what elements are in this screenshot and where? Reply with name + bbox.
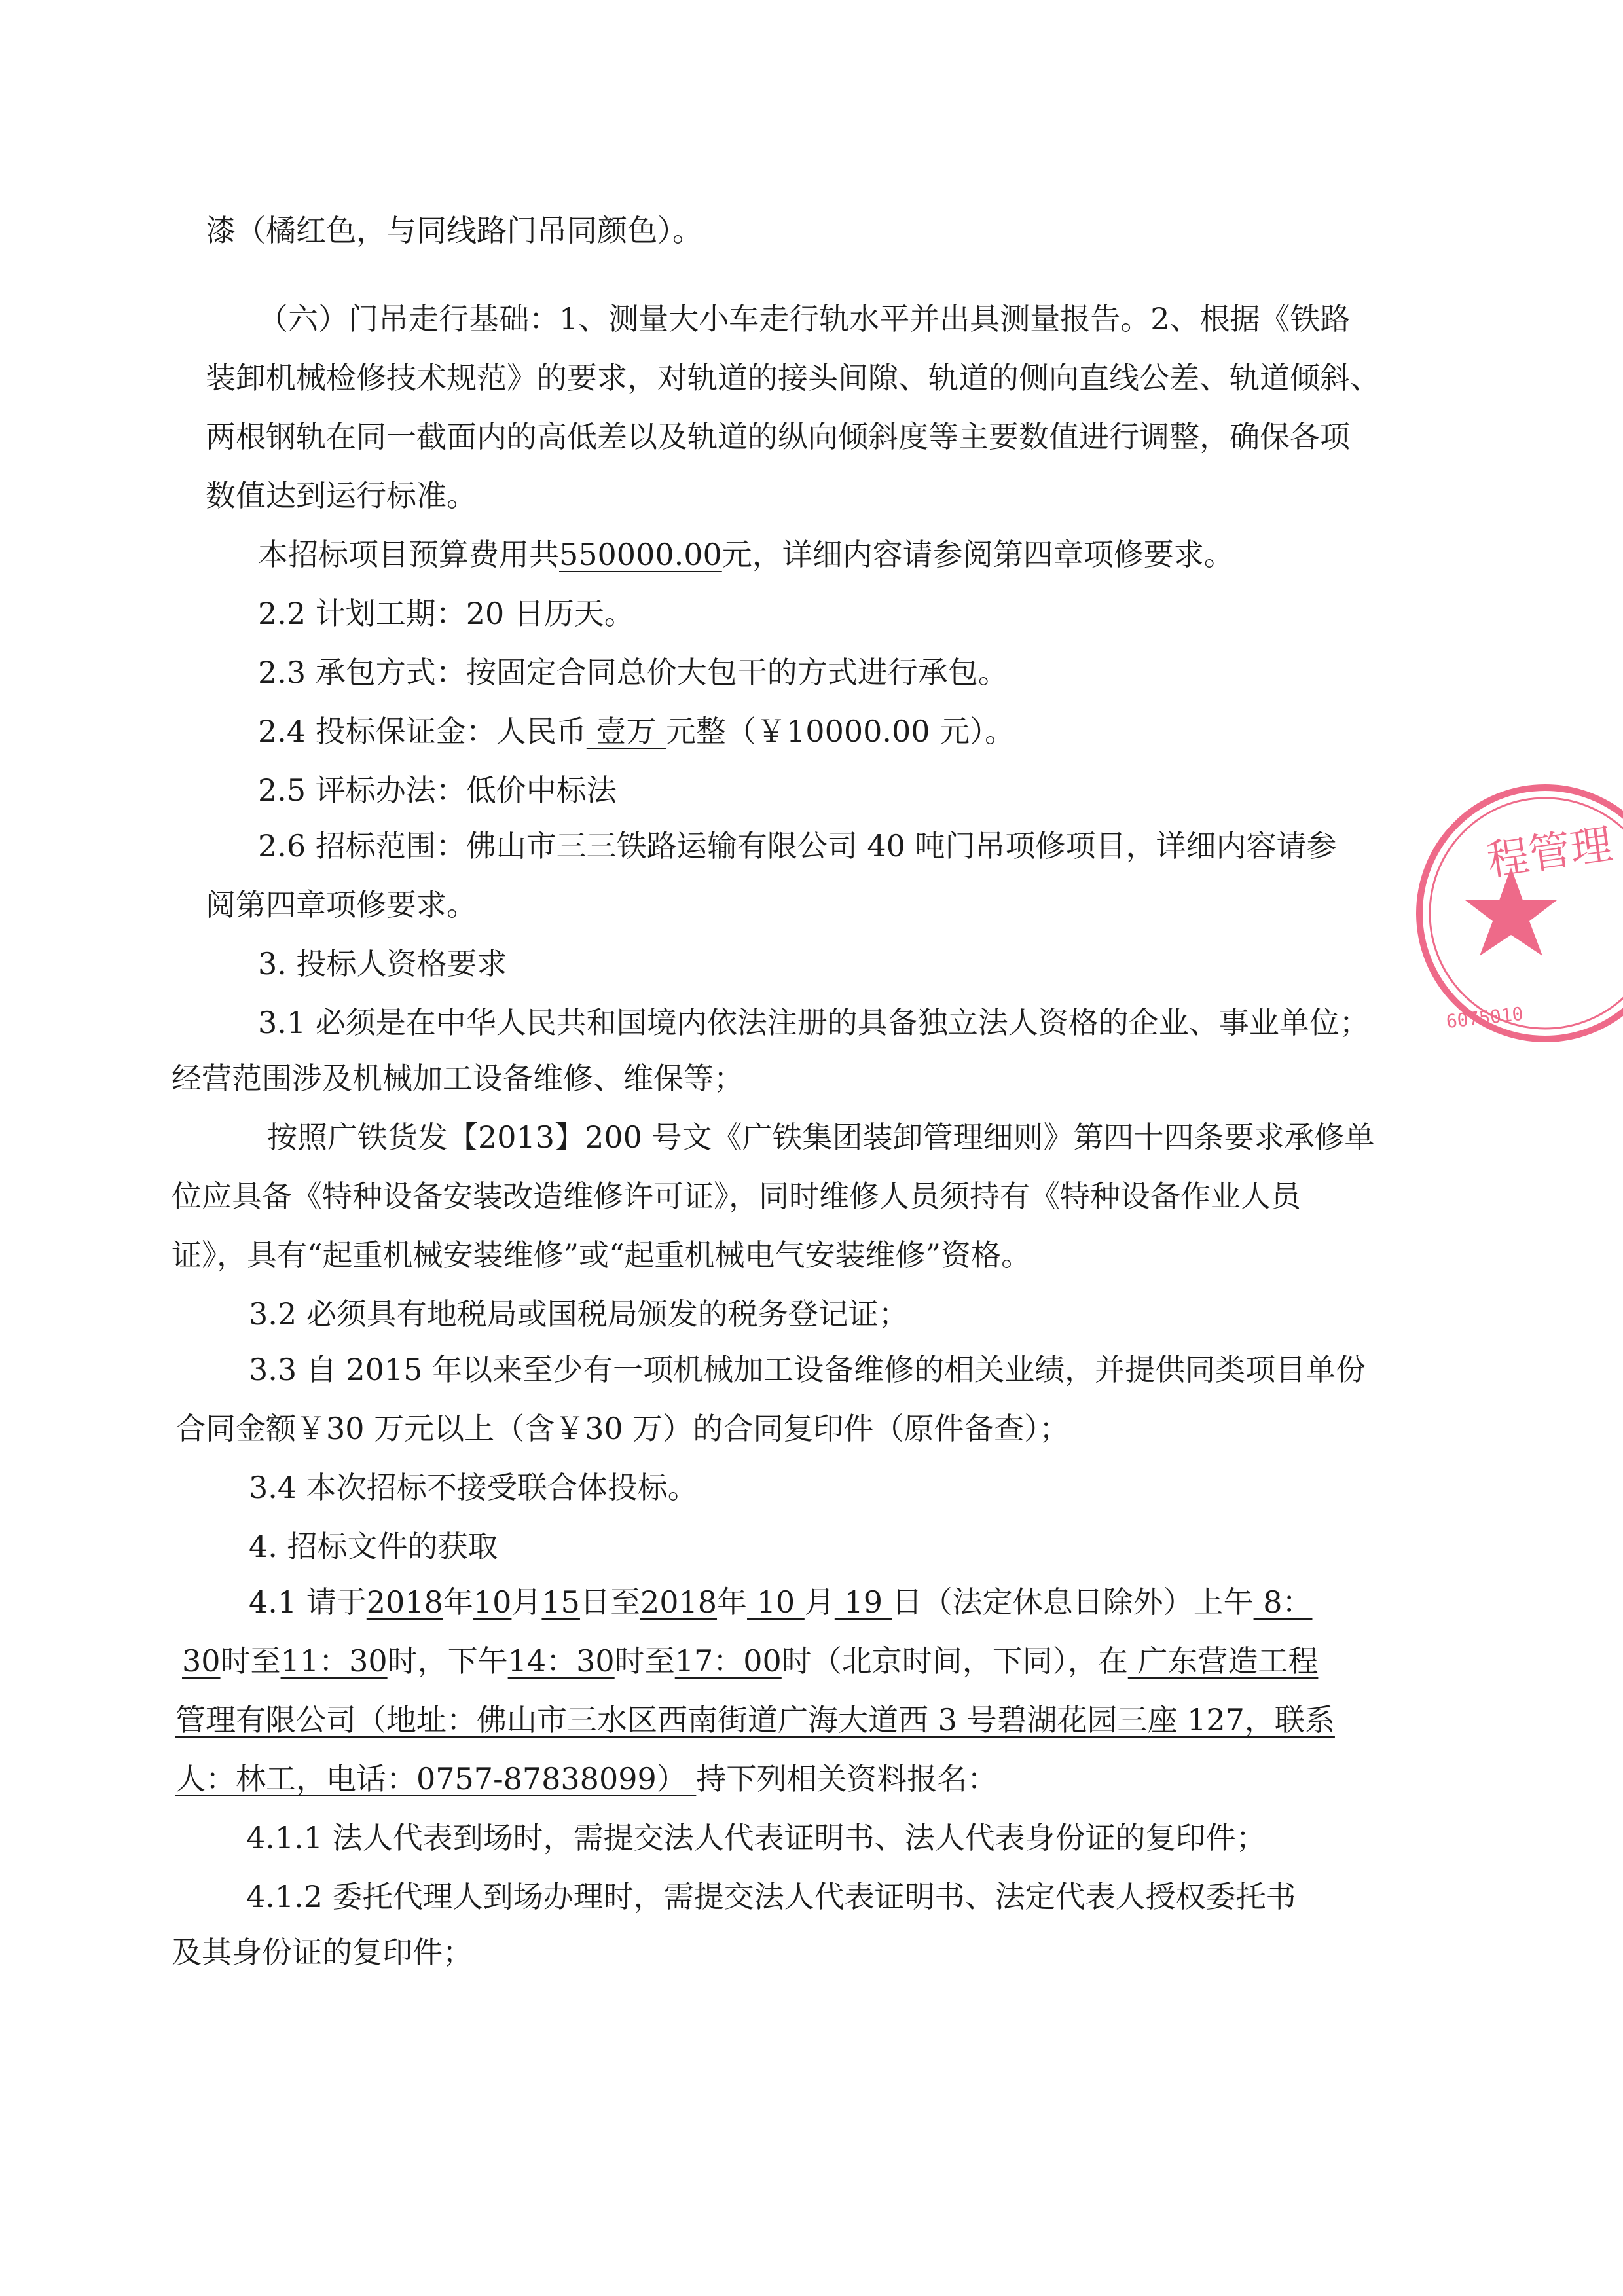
- text-span: 时，下午: [387, 1643, 508, 1679]
- underlined-field: 11：30: [280, 1643, 388, 1679]
- text-line: 3.4 本次招标不接受联合体投标。: [249, 1470, 698, 1505]
- underlined-field: 壹万: [586, 714, 666, 749]
- text-span: 时（北京时间，下同），在: [781, 1643, 1128, 1679]
- underlined-field: 10: [747, 1584, 805, 1620]
- text-line: 2.2 计划工期：20 日历天。: [258, 596, 634, 631]
- underlined-field: 2018: [366, 1584, 443, 1620]
- underlined-field: 管理有限公司（地址：佛山市三水区西南街道广海大道西 3 号碧湖花园三座 127，联系: [175, 1702, 1335, 1738]
- underlined-field: 19: [834, 1584, 892, 1620]
- text-line: 4. 招标文件的获取: [249, 1529, 498, 1564]
- underlined-field: 14：30: [507, 1643, 615, 1679]
- text-line: [258, 712, 1015, 751]
- text-line: 2.5 评标办法：低价中标法: [258, 773, 617, 808]
- text-span: 月: [511, 1584, 542, 1620]
- svg-text:程管理: 程管理: [1484, 820, 1616, 886]
- text-line: [175, 1700, 1335, 1740]
- text-span: 元整（￥10000.00 元）。: [666, 714, 1015, 749]
- underlined-field: 8：: [1253, 1584, 1313, 1620]
- text-line: 装卸机械检修技术规范》的要求，对轨道的接头间隙、轨道的侧向直线公差、轨道倾斜、: [206, 360, 1380, 395]
- text-line: 漆（橘红色，与同线路门吊同颜色）。: [206, 213, 702, 248]
- text-line: 证》，具有“起重机械安装维修”或“起重机械电气安装维修”资格。: [172, 1237, 1032, 1273]
- text-span: 年: [717, 1584, 748, 1620]
- text-line: 2.6 招标范围：佛山市三三铁路运输有限公司 40 吨门吊项修项目，详细内容请参: [258, 828, 1337, 864]
- text-span: 时至: [220, 1643, 281, 1679]
- text-span: 日至: [579, 1584, 640, 1620]
- text-span: 本招标项目预算费用共: [258, 537, 559, 572]
- underlined-field: 2018: [640, 1584, 718, 1620]
- text-line: 4.1.1 法人代表到场时，需提交法人代表证明书、法人代表身份证的复印件；: [246, 1820, 1266, 1855]
- svg-text:6075010: 6075010: [1445, 1002, 1525, 1032]
- text-span: 2.4 投标保证金：人民币: [258, 714, 587, 749]
- company-seal-stamp: [1408, 776, 1623, 1051]
- text-line: [249, 1582, 1312, 1622]
- text-line: （六）门吊走行基础：1、测量大小车走行轨水平并出具测量报告。2、根据《铁路: [258, 301, 1351, 337]
- text-line: 3. 投标人资格要求: [258, 946, 507, 981]
- text-line: [182, 1641, 1318, 1681]
- text-span: 日（法定休息日除外）上午: [892, 1584, 1254, 1620]
- text-line: 3.1 必须是在中华人民共和国境内依法注册的具备独立法人资格的企业、事业单位；: [258, 1005, 1370, 1040]
- text-span: 时至: [614, 1643, 675, 1679]
- text-span: 月: [804, 1584, 835, 1620]
- text-span: 4.1 请于: [249, 1584, 367, 1620]
- text-line: 合同金额￥30 万元以上（含￥30 万）的合同复印件（原件备查）；: [175, 1411, 1070, 1446]
- text-line: 经营范围涉及机械加工设备维修、维保等；: [172, 1061, 744, 1096]
- text-span: 年: [443, 1584, 473, 1620]
- text-line: 两根钢轨在同一截面内的高低差以及轨道的纵向倾斜度等主要数值进行调整，确保各项: [206, 419, 1350, 454]
- text-line: 及其身份证的复印件；: [172, 1935, 473, 1970]
- text-line: [175, 1759, 997, 1798]
- underlined-field: 10: [473, 1584, 512, 1620]
- text-line: 4.1.2 委托代理人到场办理时，需提交法人代表证明书、法定代表人授权委托书: [246, 1879, 1296, 1914]
- text-line: 数值达到运行标准。: [206, 478, 477, 513]
- underlined-field: 广东营造工程: [1127, 1643, 1319, 1679]
- underlined-field: 550000.00: [559, 537, 722, 572]
- text-line: 按照广铁货发【2013】200 号文《广铁集团装卸管理细则》第四十四条要求承修单: [267, 1120, 1375, 1155]
- text-line: 3.3 自 2015 年以来至少有一项机械加工设备维修的相关业绩，并提供同类项目单份: [249, 1352, 1366, 1387]
- underlined-field: 15: [541, 1584, 580, 1620]
- underlined-field: 17：00: [674, 1643, 782, 1679]
- text-line: [258, 535, 1234, 574]
- text-line: 2.3 承包方式：按固定合同总价大包干的方式进行承包。: [258, 655, 1008, 690]
- star-icon: [1465, 867, 1557, 956]
- text-span: 元，详细内容请参阅第四章项修要求。: [721, 537, 1234, 572]
- text-line: 阅第四章项修要求。: [206, 887, 477, 922]
- text-line: 位应具备《特种设备安装改造维修许可证》，同时维修人员须持有《特种设备作业人员: [172, 1178, 1301, 1214]
- text-span: 持下列相关资料报名：: [696, 1761, 998, 1796]
- underlined-field: 人：林工，电话：0757-87838099）: [175, 1761, 697, 1796]
- text-line: 3.2 必须具有地税局或国税局颁发的税务登记证；: [249, 1296, 909, 1332]
- underlined-field: 30: [182, 1643, 221, 1679]
